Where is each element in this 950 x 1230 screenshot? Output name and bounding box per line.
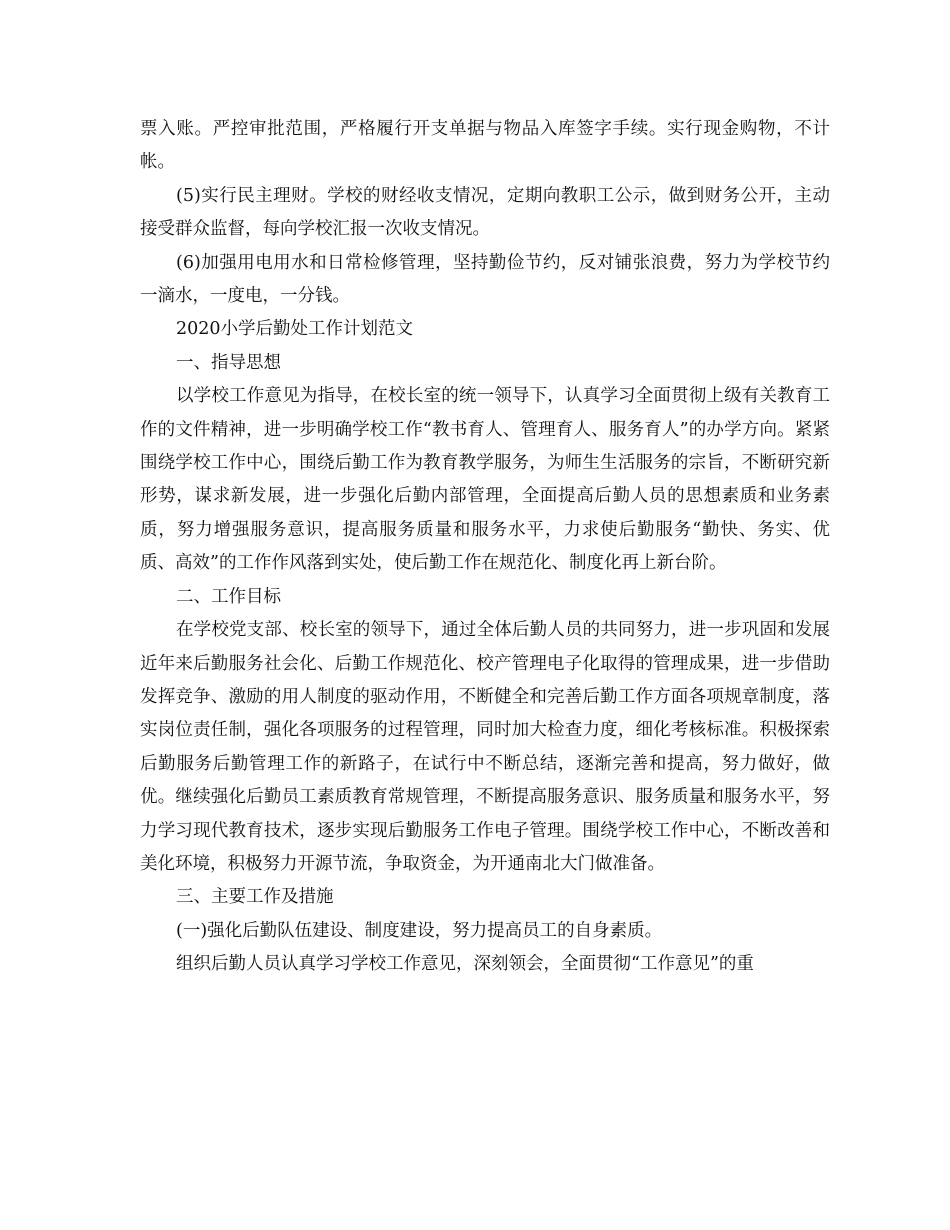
section-heading-main-work: 三、主要工作及措施: [176, 887, 334, 908]
paragraph-continuation: 票入账。严控审批范围，严格履行开支单据与物品入库签字手续。实行现金购物，不计帐。: [140, 119, 830, 173]
subheading-team-building: (一)强化后勤队伍建设、制度建设，努力提高员工的自身素质。: [176, 920, 663, 941]
paragraph-team-building: 组织后勤人员认真学习学校工作意见，深刻领会，全面贯彻“工作意见”的重: [176, 954, 754, 975]
paragraph-item-6: (6)加强用电用水和日常检修管理，坚持勤俭节约，反对铺张浪费，努力为学校节约一滴水，一度电，一分钱。: [140, 252, 830, 307]
section-heading-guiding-ideology: 一、指导思想: [176, 352, 281, 373]
paragraph-guiding-ideology: 以学校工作意见为指导，在校长室的统一领导下，认真学习全面贯彻上级有关教育工作的文件精神，进一步明确学校工作“教书育人、管理育人、服务育人”的办学方向。紧紧围绕学校工作中心，围绕后勤工作为教育教学服务，为师生生活服务的宗旨，不断研究新形势，谋求新发展，进一步强化后勤内部管理，全面提高后勤人员的思想素质和业务素质，努力增强服务意识，提高服务质量和服务水平，力求使后勤服务“勤快、务实、优质、高效”的工作作风落到实处，使后勤工作在规范化、制度化再上新台阶。: [140, 386, 830, 574]
document-title: 2020小学后勤处工作计划范文: [176, 319, 414, 340]
section-heading-work-goals: 二、工作目标: [176, 586, 281, 607]
paragraph-work-goals: 在学校党支部、校长室的领导下，通过全体后勤人员的共同努力，进一步巩固和发展近年来后勤服务社会化、后勤工作规范化、校产管理电子化取得的管理成果，进一步借助发挥竞争、激励的用人制度的驱动作用，不断健全和完善后勤工作方面各项规章制度，落实岗位责任制，强化各项服务的过程管理，同时加大检查力度，细化考核标准。积极探索后勤服务后勤管理工作的新路子，在试行中不断总结，逐渐完善和提高，努力做好，做优。继续强化后勤员工素质教育常规管理，不断提高服务意识、服务质量和服务水平，努力学习现代教育技术，逐步实现后勤服务工作电子管理。围绕学校工作中心，不断改善和美化环境，积极努力开源节流，争取资金，为开通南北大门做准备。: [140, 620, 830, 874]
document-body: [140, 113, 830, 982]
paragraph-item-5: (5)实行民主理财。学校的财经收支情况，定期向教职工公示，做到财务公开，主动接受群众监督，每向学校汇报一次收支情况。: [140, 185, 830, 240]
